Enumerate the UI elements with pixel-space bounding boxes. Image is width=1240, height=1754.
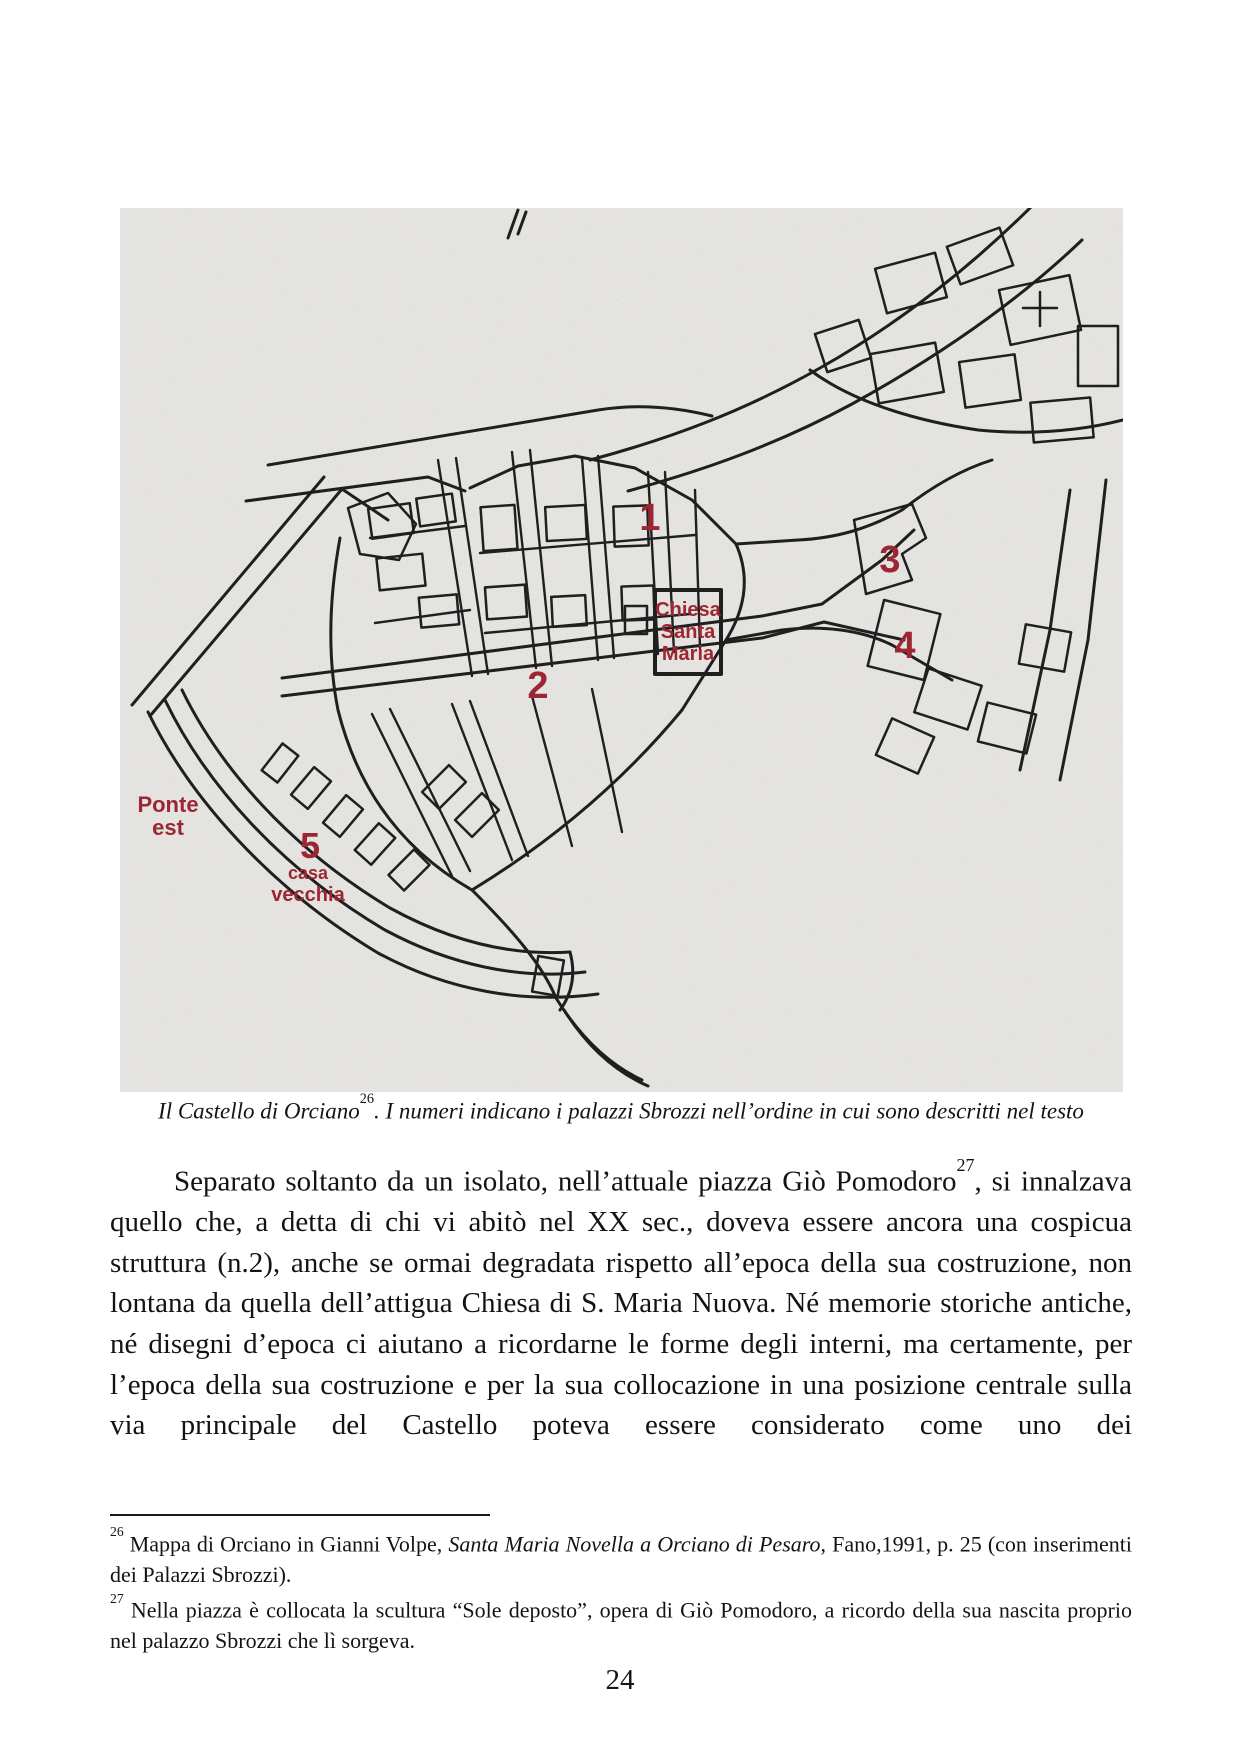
map-label-1: 1 [639,497,661,539]
footnote-27-text: Nella piazza è collocata la scultura “Sole deposto”, opera di Giò Pomodoro, a ricordo della sua nascita proprio nel palazzo Sbrozzi che lì sorgeva. [110,1597,1132,1654]
paragraph-start: Separato soltanto da un isolato, nell’attuale piazza Giò Pomodoro [174,1165,957,1198]
map-label-maria: Maria [661,643,715,665]
footnote-ref-27: 27 [956,1155,975,1176]
orciano-map [120,208,1123,1092]
footnote-27-number: 27 [110,1590,124,1606]
map-label-santa: Santa [660,621,716,643]
footnote-26-book-title: Santa Maria Novella a Orciano di Pesaro [448,1531,821,1557]
map-label-5: 5 [299,825,321,866]
body-text [110,1154,1132,1446]
map-label-vecchia: vecchia [271,884,345,906]
footnote-27 [110,1590,1132,1656]
map-figure [120,208,1123,1092]
map-label-ponte: Ponte [137,792,199,817]
footnotes [110,1524,1132,1657]
footnote-26-number: 26 [110,1524,124,1540]
footnote-26-text-end: , Fano,1991, p. 25 (con inserimenti dei Palazzi Sbrozzi). [110,1531,1132,1587]
paragraph-rest: , si innalzava quello che, a detta di chi vi abitò nel XX sec., doveva essere ancora una cospicua struttura (n.2), anche se ormai degradata rispetto all’epoca della sua costruzione, non lontana da quella dell’attigua Chiesa di S. Maria Nuova. Né memorie storiche antiche, né disegni d’epoca ci aiutano a ricordarne le forme degli interni, ma certamente, per l’epoca della sua costruzione e per la sua collocazione in una posizione centrale sulla via principale del Castello poteva essere considerato come uno dei [110,1165,1132,1442]
footnote-26-text: Mappa di Orciano in Gianni Volpe, [123,1531,449,1557]
map-label-chiesa: Chiesa [655,599,721,621]
paragraph [110,1154,1132,1446]
paper-grain-texture [120,208,1123,1092]
map-label-4: 4 [894,625,916,667]
footnote-separator [110,1514,490,1516]
footnote-26 [110,1524,1132,1590]
map-label-2: 2 [527,665,549,707]
map-label-casa: casa [287,863,329,883]
caption-rest: . I numeri indicano i palazzi Sbrozzi nell’ordine in cui sono descritti nel testo [373,1098,1084,1124]
figure-caption [110,1090,1132,1125]
map-label-3: 3 [879,539,901,581]
page-number: 24 [605,1664,635,1696]
caption-footnote-ref: 26 [359,1090,374,1107]
caption-main: Il Castello di Orciano [158,1098,360,1124]
map-label-est: est [152,815,184,840]
